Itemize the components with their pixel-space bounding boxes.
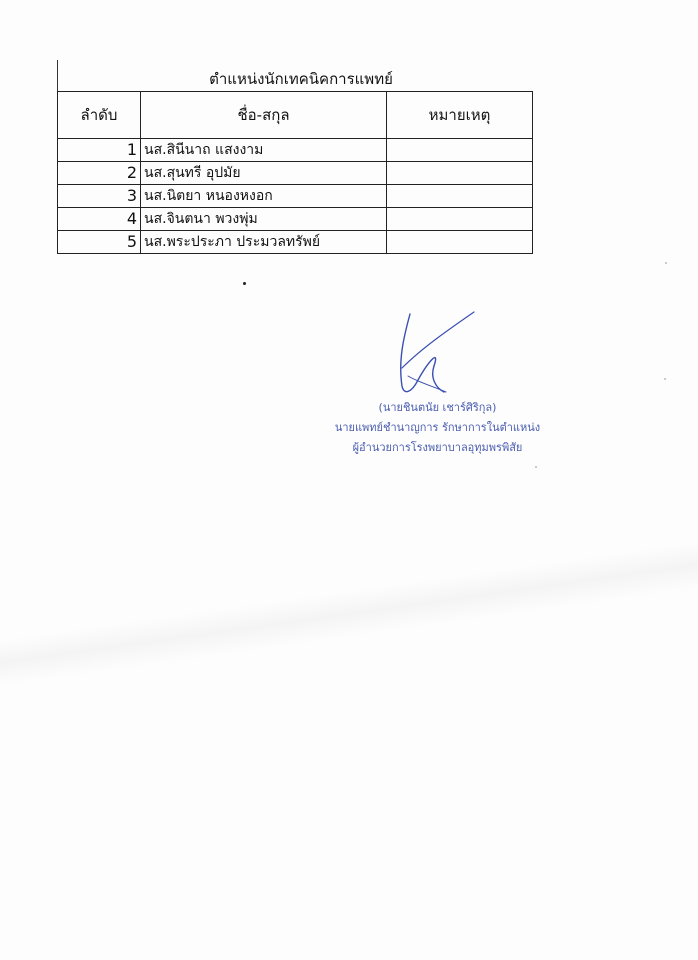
staff-table [57, 91, 533, 254]
row-order: 2 [58, 162, 141, 185]
row-order: 4 [58, 208, 141, 231]
table-row [58, 139, 533, 162]
scan-speck [665, 262, 667, 264]
row-name: นส.พระประภา ประมวลทรัพย์ [141, 231, 387, 254]
signer-organization: ผู้อำนวยการโรงพยาบาลอุทุมพรพิสัย [352, 441, 523, 454]
paper-fold-shadow [0, 520, 698, 720]
table-row [58, 208, 533, 231]
row-name: นส.จินตนา พวงพุ่ม [141, 208, 387, 231]
row-order: 1 [58, 139, 141, 162]
table-header-row [58, 92, 533, 139]
handwritten-signature [388, 308, 488, 400]
stray-dot [243, 282, 246, 285]
row-note [387, 231, 533, 254]
row-note [387, 185, 533, 208]
row-note [387, 139, 533, 162]
section-title: ตำแหน่งนักเทคนิคการแพทย์ [57, 60, 532, 91]
header-order: ลำดับ [58, 92, 141, 139]
row-order: 3 [58, 185, 141, 208]
row-note [387, 208, 533, 231]
signer-name: (นายชินตนัย เชาร์ศิริกุล) [378, 401, 497, 414]
signature-block [300, 398, 575, 458]
signer-position: นายแพทย์ชำนาญการ รักษาการในตำแหน่ง [334, 421, 541, 434]
header-note: หมายเหตุ [387, 92, 533, 139]
table-row [58, 231, 533, 254]
scan-speck [664, 378, 666, 380]
header-name: ชื่อ-สกุล [141, 92, 387, 139]
scan-speck [535, 466, 537, 468]
row-name: นส.สินีนาถ แสงงาม [141, 139, 387, 162]
staff-list [57, 60, 532, 254]
row-name: นส.สุนทรี อุปมัย [141, 162, 387, 185]
row-name: นส.นิตยา หนองหงอก [141, 185, 387, 208]
row-order: 5 [58, 231, 141, 254]
row-note [387, 162, 533, 185]
table-row [58, 162, 533, 185]
table-row [58, 185, 533, 208]
